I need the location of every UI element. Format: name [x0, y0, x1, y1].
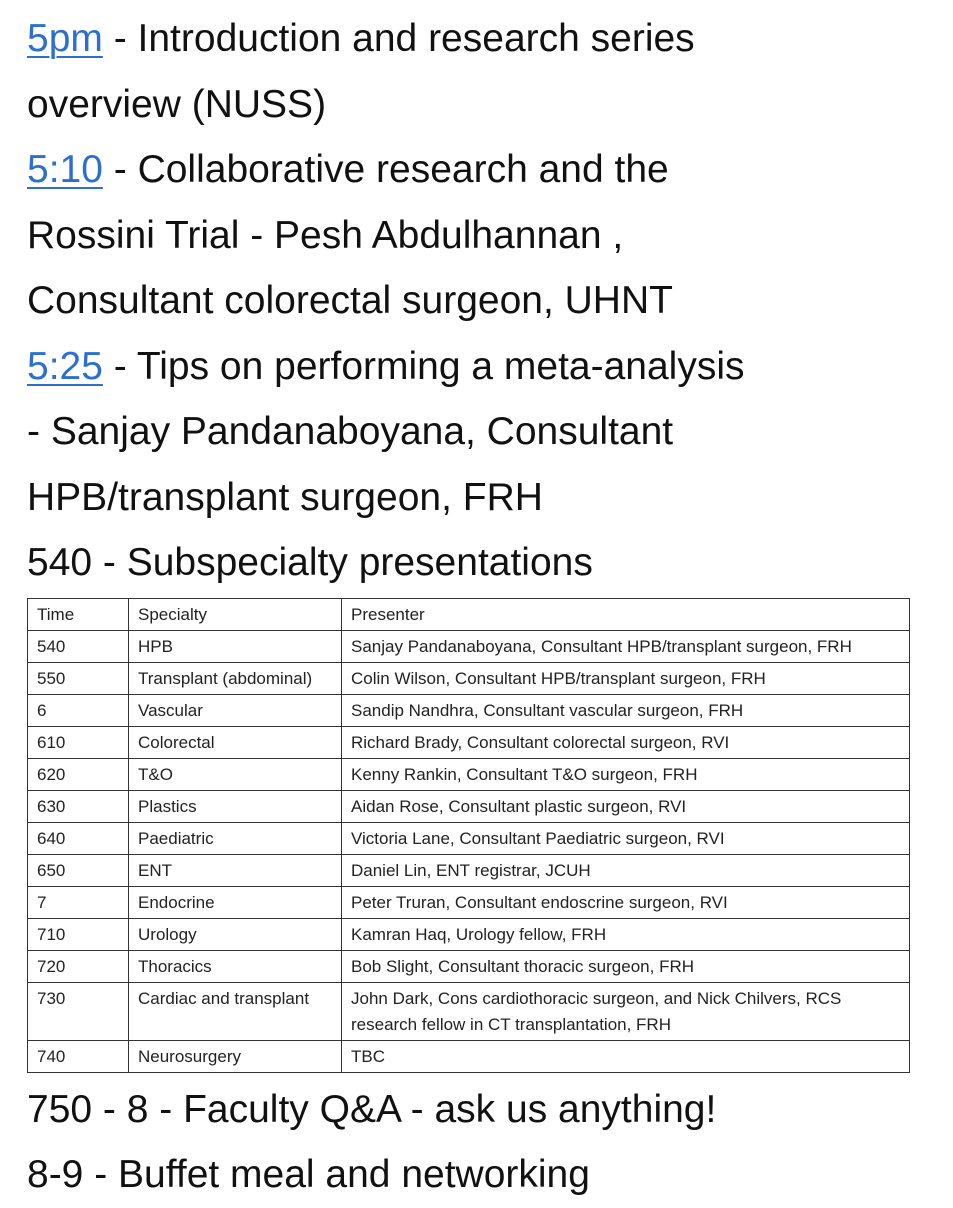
- header-time: Time: [28, 598, 129, 630]
- table-body: [28, 630, 910, 1072]
- agenda-item-meta-analysis: [27, 334, 933, 400]
- table-row: [28, 950, 910, 982]
- cell-presenter: Kenny Rankin, Consultant T&O surgeon, FRH: [342, 758, 910, 790]
- agenda-item-text: - Collaborative research and the: [102, 148, 669, 191]
- agenda-item-faculty-qa: 750 - 8 - Faculty Q&A - ask us anything!: [27, 1087, 717, 1131]
- cell-time: 740: [28, 1040, 129, 1072]
- cell-presenter: Bob Slight, Consultant thoracic surgeon, FRH: [342, 950, 910, 982]
- cell-specialty: Thoracics: [129, 950, 342, 982]
- cell-time: 710: [28, 918, 129, 950]
- time-link-525[interactable]: 5:25: [27, 344, 103, 388]
- cell-presenter: Victoria Lane, Consultant Paediatric surgeon, RVI: [342, 822, 910, 854]
- cell-time: 620: [28, 758, 129, 790]
- cell-specialty: Paediatric: [129, 822, 342, 854]
- cell-presenter: Sanjay Pandanaboyana, Consultant HPB/transplant surgeon, FRH: [342, 630, 910, 662]
- table-header-row: [28, 598, 910, 630]
- time-link-5pm[interactable]: 5pm: [27, 17, 103, 60]
- cell-presenter: Colin Wilson, Consultant HPB/transplant surgeon, FRH: [342, 662, 910, 694]
- cell-time: 730: [28, 982, 129, 1040]
- table-row: [28, 694, 910, 726]
- agenda-item-text: - Tips on performing a meta-analysis: [102, 344, 745, 388]
- table-row: [28, 790, 910, 822]
- cell-specialty: HPB: [129, 630, 342, 662]
- cell-specialty: Transplant (abdominal): [129, 662, 342, 694]
- cell-presenter: Daniel Lin, ENT registrar, JCUH: [342, 854, 910, 886]
- cell-time: 650: [28, 854, 129, 886]
- cell-presenter: Aidan Rose, Consultant plastic surgeon, RVI: [342, 790, 910, 822]
- agenda-item-continuation: Consultant colorectal surgeon, UHNT: [27, 279, 673, 322]
- cell-presenter: TBC: [342, 1040, 910, 1072]
- cell-time: 6: [28, 694, 129, 726]
- cell-specialty: Urology: [129, 918, 342, 950]
- cell-presenter: John Dark, Cons cardiothoracic surgeon, and Nick Chilvers, RCS research fellow in CT transplantation, FRH: [342, 982, 910, 1040]
- agenda-item-buffet: 8-9 - Buffet meal and networking: [27, 1153, 590, 1196]
- cell-time: 640: [28, 822, 129, 854]
- table-row: [28, 1040, 910, 1072]
- cell-presenter: Richard Brady, Consultant colorectal surgeon, RVI: [342, 726, 910, 758]
- agenda-item-text: - Introduction and research series: [102, 17, 695, 60]
- table-row: [28, 726, 910, 758]
- cell-specialty: Plastics: [129, 790, 342, 822]
- cell-specialty: Neurosurgery: [129, 1040, 342, 1072]
- table-row: [28, 822, 910, 854]
- cell-specialty: ENT: [129, 854, 342, 886]
- cell-time: 630: [28, 790, 129, 822]
- cell-presenter: Kamran Haq, Urology fellow, FRH: [342, 918, 910, 950]
- table-row: [28, 630, 910, 662]
- agenda-item-continuation: - Sanjay Pandanaboyana, Consultant: [27, 410, 674, 453]
- time-link-510[interactable]: 5:10: [27, 148, 103, 191]
- cell-time: 7: [28, 886, 129, 918]
- cell-specialty: Cardiac and transplant: [129, 982, 342, 1040]
- cell-presenter: Peter Truran, Consultant endoscrine surgeon, RVI: [342, 886, 910, 918]
- table-row: [28, 854, 910, 886]
- table-row: [28, 982, 910, 1040]
- table-row: [28, 662, 910, 694]
- cell-specialty: Vascular: [129, 694, 342, 726]
- cell-specialty: T&O: [129, 758, 342, 790]
- agenda-item-continuation: Rossini Trial - Pesh Abdulhannan ,: [27, 213, 624, 257]
- cell-time: 540: [28, 630, 129, 662]
- cell-time: 610: [28, 726, 129, 758]
- cell-presenter: Sandip Nandhra, Consultant vascular surgeon, FRH: [342, 694, 910, 726]
- cell-time: 550: [28, 662, 129, 694]
- table-row: [28, 918, 910, 950]
- agenda-item-intro: [27, 6, 933, 72]
- agenda-item-rossini: [27, 137, 933, 203]
- agenda-item-continuation: HPB/transplant surgeon, FRH: [27, 475, 543, 519]
- header-specialty: Specialty: [129, 598, 342, 630]
- header-presenter: Presenter: [342, 598, 910, 630]
- agenda-item-continuation: overview (NUSS): [27, 82, 327, 126]
- subspecialty-table: [27, 598, 910, 1073]
- table-row: [28, 758, 910, 790]
- cell-specialty: Colorectal: [129, 726, 342, 758]
- subspecialty-heading: 540 - Subspecialty presentations: [27, 541, 593, 584]
- cell-specialty: Endocrine: [129, 886, 342, 918]
- table-row: [28, 886, 910, 918]
- cell-time: 720: [28, 950, 129, 982]
